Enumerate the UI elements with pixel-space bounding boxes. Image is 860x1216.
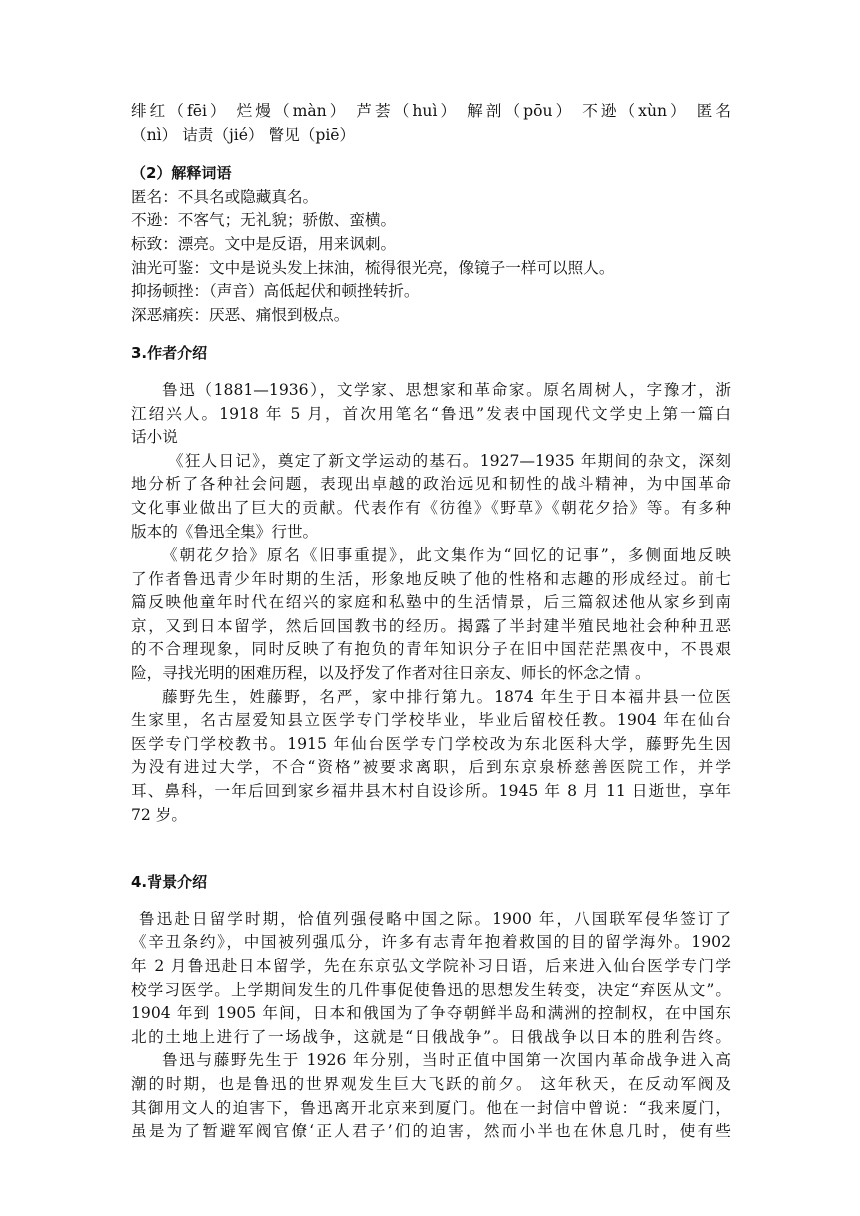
vocab-item: 标致：漂亮。文中是反语，用来讽刺。 [131,234,397,253]
paragraph-line: 鲁迅（1881—1936），文学家、思想家和革命家。原名周树人，字豫才，浙 [162,380,731,399]
document-page [131,100,731,1144]
paragraph-line: 话小说 [131,428,178,447]
paragraph-line: 藤野先生，姓藤野，名严，家中排行第九。1874 年生于日本福井县一位医 [162,687,731,706]
section-heading: 4.背景介绍 [131,873,208,892]
paragraph-line: 《辛丑条约》，中国被列强瓜分，许多有志青年抱着救国的目的留学海外。1902 [131,933,731,952]
paragraph-line: 险，寻找光明的困难历程，以及抒发了作者对往日亲友、师长的怀念之情 。 [131,664,651,683]
paragraph-line: 鲁迅赴日留学时期，恰值列强侵略中国之际。1900 年，八国联军侵华签订了 [139,909,731,928]
section-heading: （2）解释词语 [131,164,232,183]
vocab-item: 匿名：不具名或隐藏真名。 [131,187,319,206]
paragraph-line: 生家里，名古屋爱知县立医学专门学校毕业，毕业后留校任教。1904 年在仙台 [131,711,731,730]
paragraph-line: 潮的时期，也是鲁迅的世界观发生巨大飞跃的前夕。 这年秋天，在反动军阀及 [131,1074,731,1093]
paragraph-line: 北的土地上进行了一场战争，这就是“日俄战争”。日俄战争以日本的胜利告终。 [131,1027,731,1046]
paragraph-line: 虽是为了暂避军阀官僚‘正人君子’们的迫害，然而小半也在休息几时，使有些 [131,1122,731,1141]
vocab-item: 油光可鉴：文中是说头发上抹油，梳得很光亮，像镜子一样可以照人。 [131,258,615,277]
vocab-section [131,162,731,327]
paragraph-line: 年 2 月鲁迅赴日本留学，先在东京弘文学院补习日语，后来进入仙台医学专门学 [131,957,731,975]
paragraph-line: 篇反映他童年时代在绍兴的家庭和私塾中的生活情景，后三篇叙述他从家乡到南 [131,593,731,612]
paragraph-line: 地分析了各种社会问题，表现出卓越的政治远见和韧性的战斗精神，为中国革命 [131,475,731,494]
paragraph-line: 耳、鼻科，一年后回到家乡福井县木村自设诊所。1945 年 8 月 11 日逝世，享年 [131,782,731,801]
pinyin-line: 绯红（fēi） 烂熳（màn） 芦荟（huì） 解剖（pōu） 不逊（xùn） 匿名 [131,102,731,120]
paragraph-line: 《朝花夕拾》原名《旧事重提》，此文集作为“回忆的记事”，多侧面地反映 [162,546,731,565]
paragraph-line: 其御用文人的迫害下，鲁迅离开北京来到厦门。他在一封信中曾说：“我来厦门， [131,1098,731,1117]
paragraph-line: 《狂人日记》，奠定了新文学运动的基石。1927—1935 年期间的杂文，深刻 [168,451,731,470]
paragraph-line: 版本的《鲁迅全集》行世。 [131,522,319,541]
paragraph-line: 江绍兴人。1918 年 5 月，首次用笔名“鲁迅”发表中国现代文学史上第一篇白 [131,404,731,423]
paragraph-line: 1904 年到 1905 年间，日本和俄国为了争夺朝鲜半岛和满洲的控制权，在中国东 [131,1004,731,1023]
section-heading: 3.作者介绍 [131,344,208,363]
vocab-item: 深恶痛疾：厌恶、痛恨到极点。 [131,305,350,324]
paragraph-line: 鲁迅与藤野先生于 1926 年分别，当时正值中国第一次国内革命战争进入高 [162,1051,731,1070]
paragraph-line: 为没有进过大学，不合“资格”被要求离职，后到东京泉桥慈善医院工作，并学 [131,758,731,777]
paragraph-line: 京，又到日本留学，然后回国教书的经历。揭露了半封建半殖民地社会种种丑恶 [131,616,731,635]
paragraph-line: 了作者鲁迅青少年时期的生活，形象地反映了他的性格和志趣的形成经过。前七 [131,569,731,588]
pinyin-line: （nì） 诘责（jié） 瞥见（piē） [131,125,356,144]
background-section [131,871,731,1144]
author-section [131,342,731,827]
paragraph-line: 医学专门学校教书。1915 年仙台医学专门学校改为东北医科大学，藤野先生因 [131,734,731,753]
vocab-item: 不逊：不客气；无礼貌；骄傲、蛮横。 [131,211,397,230]
pinyin-section [131,100,731,147]
paragraph-line: 72 岁。 [131,805,187,824]
paragraph-line: 的不合理现象，同时反映了有抱负的青年知识分子在旧中国茫茫黑夜中，不畏艰 [131,640,731,659]
vocab-item: 抑扬顿挫：（声音）高低起伏和顿挫转折。 [131,282,420,301]
paragraph-line: 文化事业做出了巨大的贡献。代表作有《彷徨》《野草》《朝花夕拾》等。有多种 [131,498,731,517]
paragraph-line: 校学习医学。上学期间发生的几件事促使鲁迅的思想发生转变，决定“弃医从文”。 [131,980,731,999]
